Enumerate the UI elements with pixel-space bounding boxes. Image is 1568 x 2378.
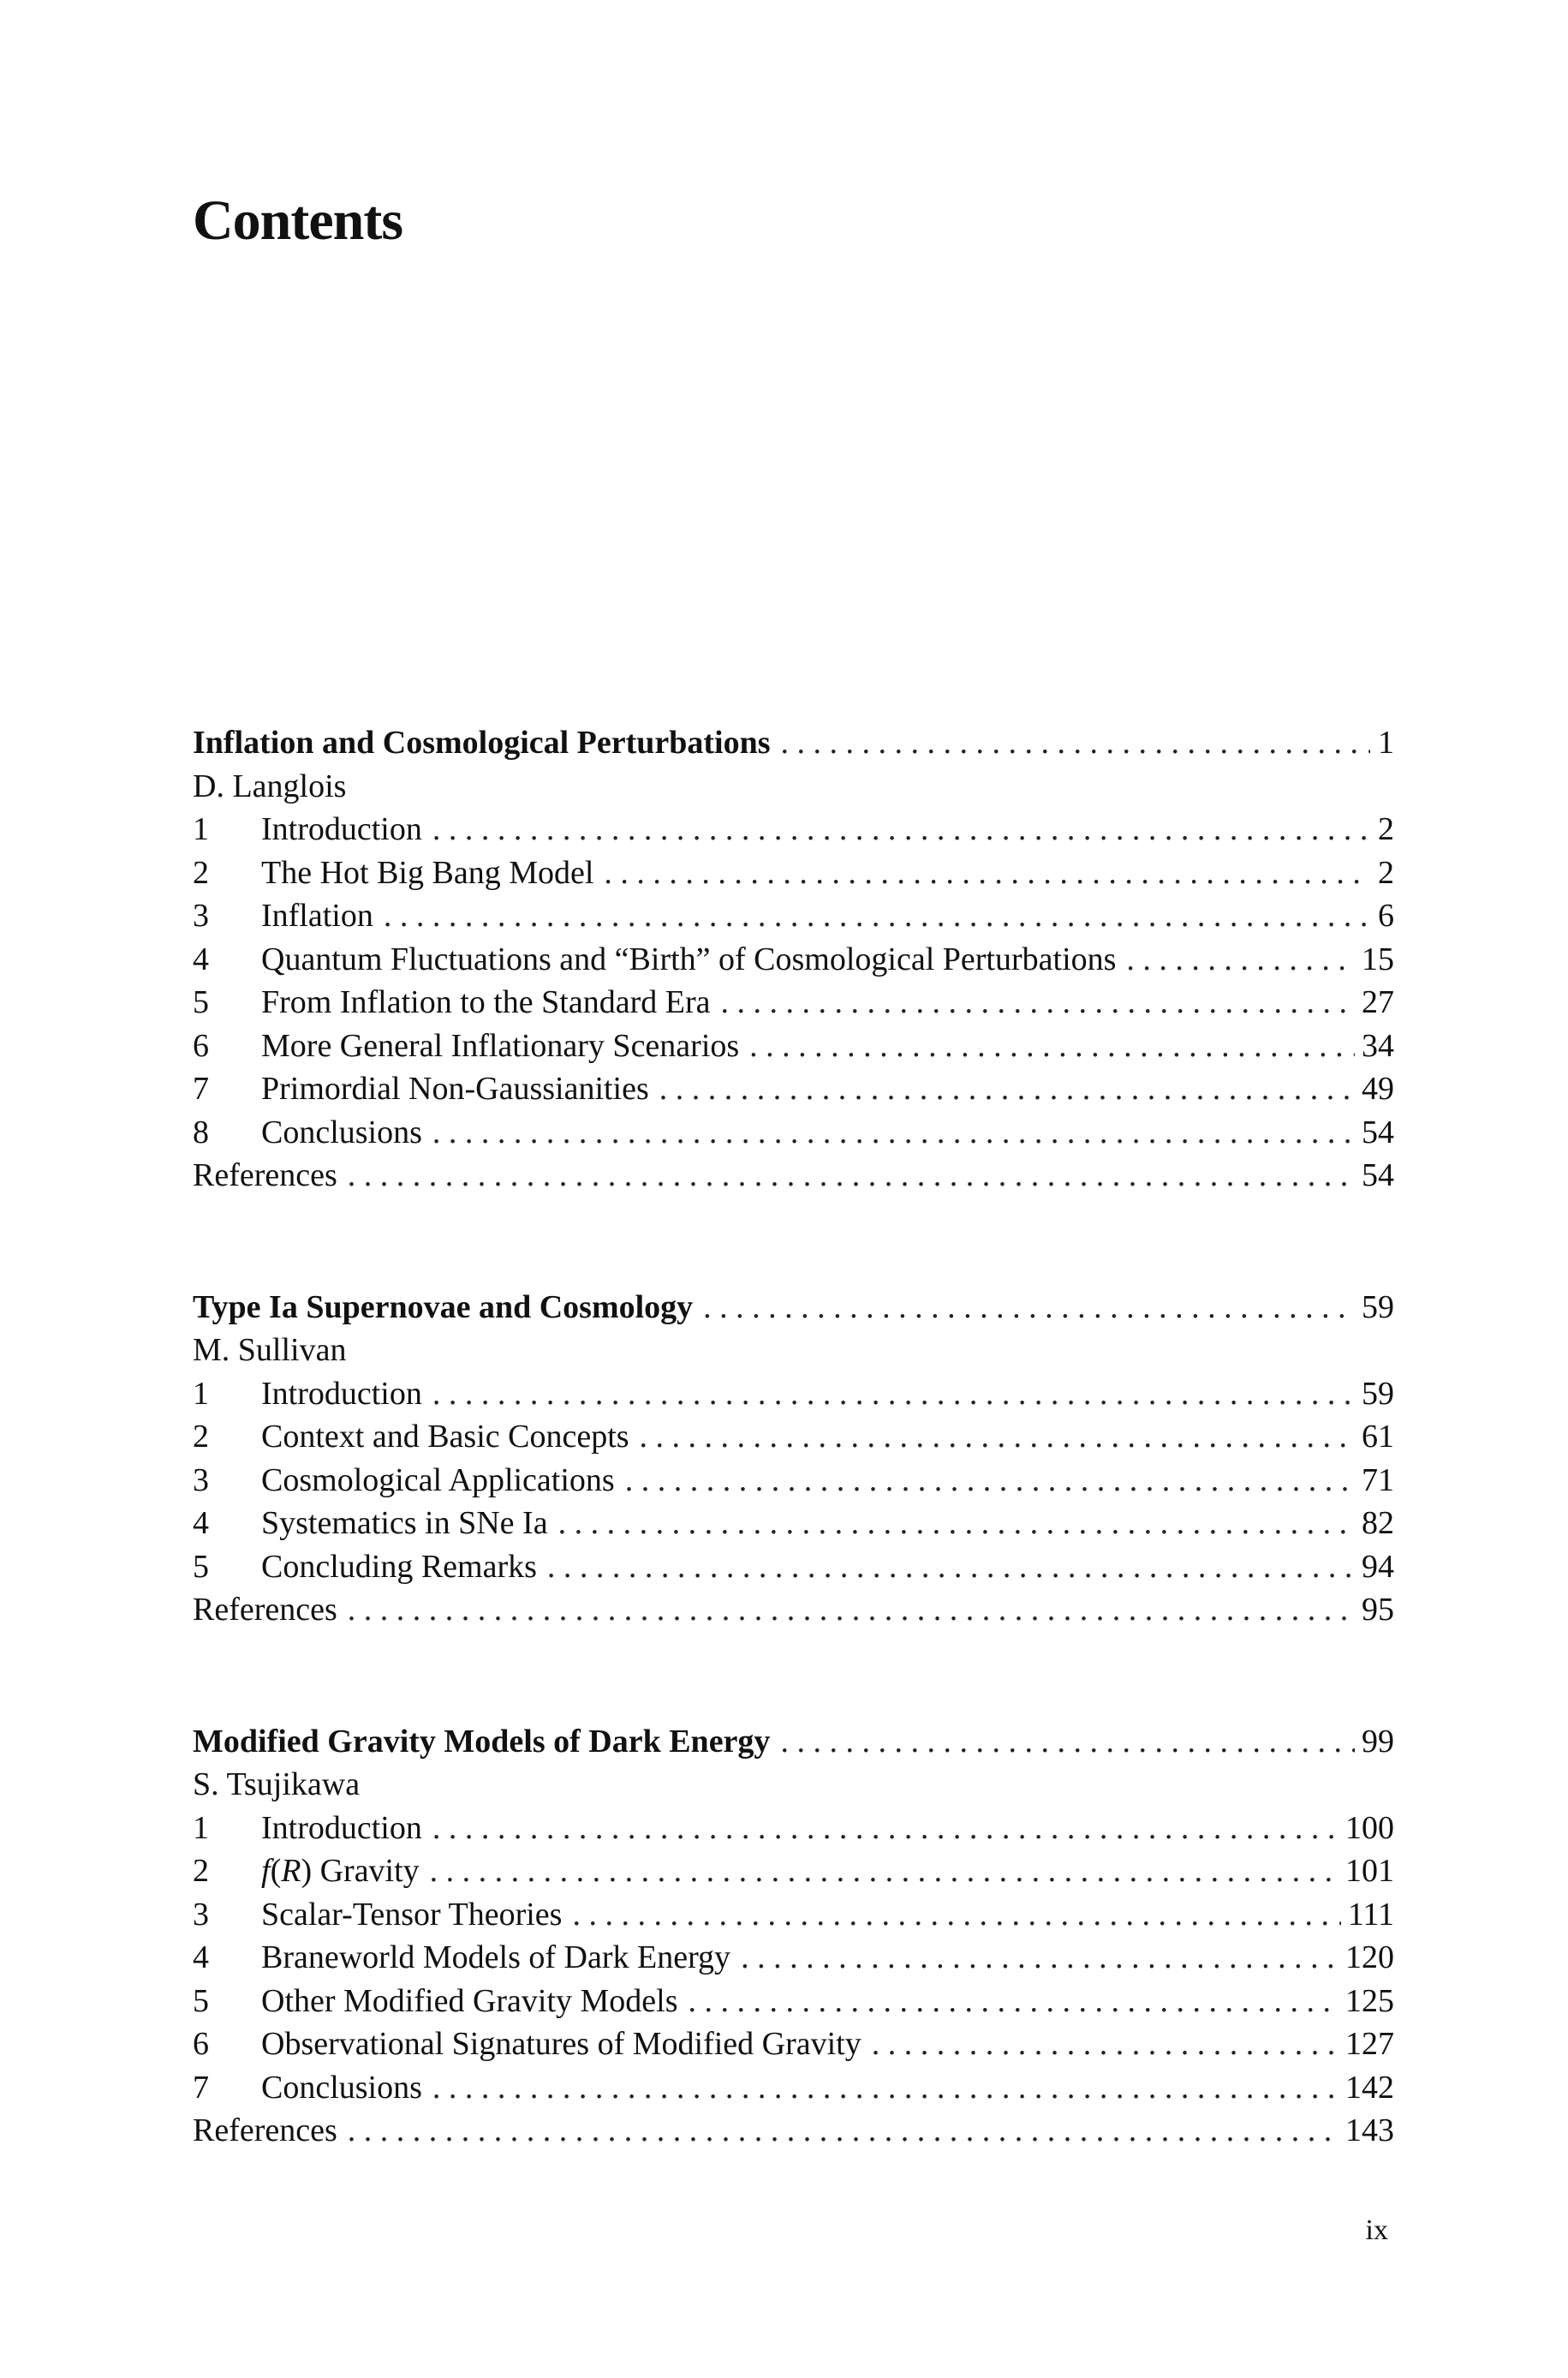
section-label: From Inflation to the Standard Era — [261, 984, 711, 1020]
page-number: 71 — [1362, 1461, 1394, 1498]
dot-leader — [547, 1545, 1355, 1589]
section-number: 4 — [193, 1505, 209, 1541]
toc-entry[interactable] — [193, 981, 1394, 1025]
part-title-row[interactable] — [193, 721, 1394, 765]
section-label: Concluding Remarks — [261, 1548, 537, 1585]
toc-references[interactable] — [193, 1588, 1394, 1632]
toc-entry[interactable] — [193, 1893, 1394, 1937]
toc-entry[interactable] — [193, 1545, 1394, 1589]
toc-references[interactable] — [193, 1154, 1394, 1198]
page-number: 101 — [1345, 1853, 1394, 1889]
section-label: Cosmological Applications — [261, 1461, 615, 1498]
dot-leader — [348, 2109, 1338, 2153]
section-number: 3 — [193, 1461, 209, 1498]
section-number: 3 — [193, 1896, 209, 1933]
page-number: 95 — [1362, 1592, 1394, 1628]
dot-leader — [430, 1849, 1338, 1893]
section-label: The Hot Big Bang Model — [261, 854, 594, 891]
toc-entry[interactable] — [193, 1067, 1394, 1111]
section-number: 4 — [193, 1939, 209, 1975]
dot-leader — [432, 2066, 1338, 2110]
section-number: 1 — [193, 1809, 209, 1846]
page-number: 59 — [1362, 1375, 1394, 1412]
page-number: 120 — [1345, 1939, 1394, 1975]
dot-leader — [872, 2022, 1338, 2066]
references-label: References — [193, 1592, 337, 1628]
dot-leader — [741, 1936, 1338, 1980]
part-author: M. Sullivan — [193, 1332, 347, 1368]
page-number: 54 — [1362, 1114, 1394, 1150]
dot-leader — [604, 851, 1370, 895]
page-number: 127 — [1345, 2026, 1394, 2062]
page-number: 125 — [1345, 1982, 1394, 2019]
toc-references[interactable] — [193, 2109, 1394, 2153]
section-number: 2 — [193, 1419, 209, 1455]
section-number: 3 — [193, 898, 209, 934]
page-number: 1 — [1378, 725, 1394, 761]
toc-entry[interactable] — [193, 1936, 1394, 1980]
toc-part — [193, 721, 1394, 1198]
part-title: Inflation and Cosmological Perturbations — [193, 725, 771, 761]
page-number: 6 — [1378, 898, 1394, 934]
dot-leader — [432, 1807, 1338, 1850]
part-title-row[interactable] — [193, 1286, 1394, 1329]
section-label: More General Inflationary Scenarios — [261, 1027, 740, 1064]
section-label: Scalar-Tensor Theories — [261, 1896, 563, 1933]
page-number: 34 — [1362, 1027, 1394, 1064]
page-number: 82 — [1362, 1505, 1394, 1541]
section-label: f(R) Gravity — [261, 1853, 420, 1889]
toc-entry[interactable] — [193, 938, 1394, 982]
toc-entry[interactable] — [193, 1025, 1394, 1068]
section-label: Observational Signatures of Modified Gravity — [261, 2026, 862, 2062]
dot-leader — [572, 1893, 1340, 1937]
section-number: 4 — [193, 941, 209, 977]
page-number: 49 — [1362, 1071, 1394, 1107]
section-label: Context and Basic Concepts — [261, 1419, 629, 1455]
dot-leader — [1126, 938, 1355, 982]
section-label: Conclusions — [261, 2069, 422, 2106]
toc-entry[interactable] — [193, 1502, 1394, 1545]
section-number: 1 — [193, 1375, 209, 1412]
page-number: 61 — [1362, 1419, 1394, 1455]
section-number: 5 — [193, 1982, 209, 2019]
dot-leader — [432, 1372, 1355, 1416]
dot-leader — [432, 1111, 1355, 1155]
section-label: Braneworld Models of Dark Energy — [261, 1939, 731, 1975]
toc-entry[interactable] — [193, 2022, 1394, 2066]
section-number: 6 — [193, 1027, 209, 1064]
toc-entry[interactable] — [193, 1807, 1394, 1850]
page-number: 27 — [1362, 984, 1394, 1020]
section-number: 2 — [193, 1853, 209, 1889]
section-number: 2 — [193, 854, 209, 891]
page-number: 2 — [1378, 811, 1394, 847]
section-number: 6 — [193, 2026, 209, 2062]
page-number: 99 — [1362, 1723, 1394, 1760]
section-number: 5 — [193, 1548, 209, 1585]
section-label: Systematics in SNe Ia — [261, 1505, 548, 1541]
dot-leader — [348, 1154, 1355, 1198]
page-number: 15 — [1362, 941, 1394, 977]
dot-leader — [721, 981, 1356, 1025]
toc-entry[interactable] — [193, 1415, 1394, 1459]
dot-leader — [640, 1415, 1355, 1459]
section-label: Quantum Fluctuations and “Birth” of Cosmological Perturbations — [261, 941, 1117, 977]
toc-entry[interactable] — [193, 1849, 1394, 1893]
section-number: 5 — [193, 984, 209, 1020]
section-number: 7 — [193, 2069, 209, 2106]
toc-entry[interactable] — [193, 1111, 1394, 1155]
part-title: Modified Gravity Models of Dark Energy — [193, 1723, 771, 1760]
dot-leader — [749, 1025, 1355, 1068]
section-label: Introduction — [261, 1375, 422, 1412]
dot-leader — [384, 894, 1370, 938]
toc-part — [193, 1286, 1394, 1632]
dot-leader — [558, 1502, 1355, 1545]
section-label: Primordial Non-Gaussianities — [261, 1071, 649, 1107]
page-number: 94 — [1362, 1548, 1394, 1585]
page-number: 59 — [1362, 1288, 1394, 1325]
part-title-row[interactable] — [193, 1720, 1394, 1764]
part-author: S. Tsujikawa — [193, 1766, 361, 1802]
toc-entry[interactable] — [193, 1372, 1394, 1416]
part-author: D. Langlois — [193, 768, 347, 804]
table-of-contents — [193, 721, 1394, 2241]
part-title: Type Ia Supernovae and Cosmology — [193, 1288, 694, 1325]
toc-entry[interactable] — [193, 894, 1394, 938]
dot-leader — [659, 1067, 1355, 1111]
page-number: 142 — [1345, 2069, 1394, 2106]
dot-leader — [625, 1459, 1355, 1503]
toc-entry[interactable] — [193, 808, 1394, 851]
toc-entry[interactable] — [193, 851, 1394, 895]
section-label: Conclusions — [261, 1114, 422, 1150]
dot-leader — [703, 1286, 1355, 1329]
page-number: 100 — [1345, 1809, 1394, 1846]
page-number: 2 — [1378, 854, 1394, 891]
section-number: 7 — [193, 1071, 209, 1107]
section-number: 1 — [193, 811, 209, 847]
dot-leader — [689, 1980, 1338, 2023]
page-number: 111 — [1347, 1896, 1394, 1933]
section-label: Introduction — [261, 1809, 422, 1846]
dot-leader — [432, 808, 1370, 851]
toc-part — [193, 1720, 1394, 2153]
references-label: References — [193, 1157, 337, 1193]
toc-entry[interactable] — [193, 1459, 1394, 1503]
dot-leader — [348, 1588, 1355, 1632]
dot-leader — [780, 1720, 1355, 1764]
toc-entry[interactable] — [193, 1980, 1394, 2023]
dot-leader — [781, 721, 1370, 765]
section-label: Inflation — [261, 898, 373, 934]
section-label: Introduction — [261, 811, 422, 847]
section-label: Other Modified Gravity Models — [261, 1982, 678, 2019]
page-number: 143 — [1345, 2112, 1394, 2148]
references-label: References — [193, 2112, 337, 2148]
page-number: 54 — [1362, 1157, 1394, 1193]
section-number: 8 — [193, 1114, 209, 1150]
toc-entry[interactable] — [193, 2066, 1394, 2110]
page-title: Contents — [193, 189, 403, 252]
page-folio: ix — [1365, 2214, 1388, 2246]
